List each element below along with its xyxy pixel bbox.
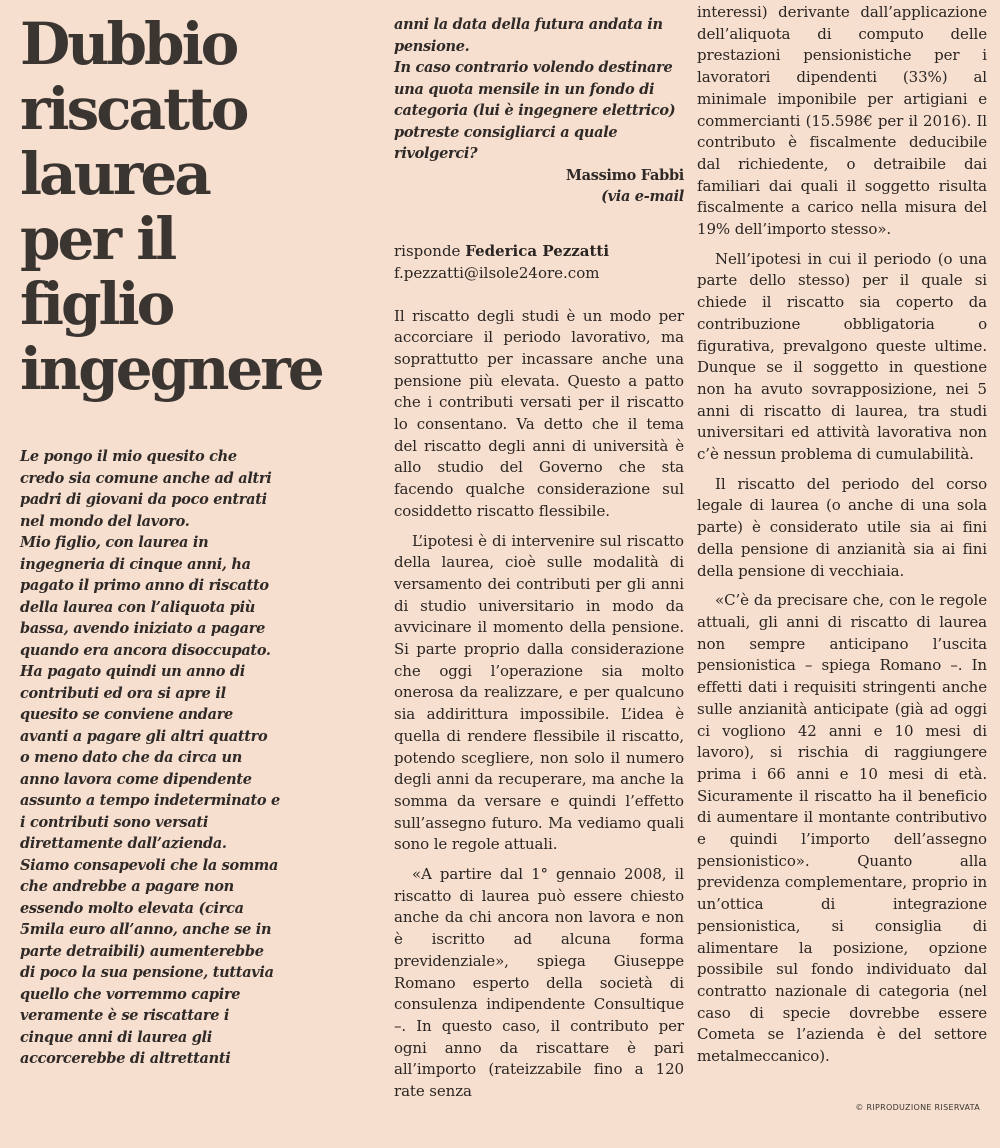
column-left (20, 0, 322, 1070)
responder-label: risponde (394, 241, 461, 260)
question-paragraph: anni la data della futura andata in pensione. (394, 16, 663, 55)
answer-paragraph: Il riscatto degli studi è un modo per accorciare il periodo lavorativo, ma soprattutto per incassare anche una pensione più elevata. Questo a patto che i contributi versati per il riscatto lo consentano. Va detto che il tema del riscatto degli anni di università è allo studio del Governo che sta facendo qualche considerazione sul cosiddetto riscatto flessibile. (394, 306, 684, 520)
responder-name: Federica Pezzatti (465, 241, 610, 260)
headline-line: Dubbio (20, 10, 237, 78)
answer-paragraph: interessi) derivante dall’applicazione dell’aliquota di computo delle prestazioni pensionistiche per i lavoratori dipendenti (33%) al minimale imponibile per artigiani e commercianti (15.598€ per il 2016). Il contributo è fiscalmente deducibile dal richiedente, o detraibile dai familiari dai quali il soggetto risulta fiscalmente a carico nella misura del 19% dell’importo stesso». (697, 3, 987, 239)
question-paragraph: In caso contrario volendo destinare una quota mensile in un fondo di categoria (lui è ingegnere elettrico) potreste consigliarci a quale rivolgerci? (394, 59, 676, 162)
headline-line: riscatto (20, 75, 247, 143)
copyright-notice: © RIPRODUZIONE RISERVATA (855, 1103, 980, 1112)
reader-question-continuation (394, 14, 684, 208)
answer-paragraph: Il riscatto del periodo del corso legale di laurea (o anche di una sola parte) è considerato utile sia ai fini della pensione di anzianità sia ai fini della pensione di vecchiaia. (697, 474, 987, 580)
headline-line: figlio (20, 270, 173, 338)
column-middle (394, 0, 684, 1111)
answer-body-right (697, 2, 987, 1068)
question-paragraph: Siamo consapevoli che la somma che andrebbe a pagare non essendo molto elevata (circa 5mila euro all’anno, anche se in parte detraibili) aumenterebbe di poco la sua pensione, tuttavia quello che vorremmo capire veramente è se riscattare i cinque anni di laurea gli accorcerebbe di altrettanti (20, 856, 279, 1067)
answer-paragraph: «A partire dal 1° gennaio 2008, il riscatto di laurea può essere chiesto anche da chi ancora non lavora e non è iscritto ad alcuna forma previdenziale», spiega Giuseppe Romano esperto della società di consulenza indipendente Consultique –. In questo caso, il contributo per ogni anno da riscattare è pari all’importo (rateizzabile fino a 120 rate senza (394, 865, 684, 1101)
headline-line: laurea (20, 140, 209, 208)
question-source: (via e-mail (601, 188, 684, 205)
responder-byline (394, 240, 684, 284)
question-paragraph: Le pongo il mio quesito che credo sia comune anche ad altri padri di giovani da poco entrati nel mondo del lavoro. (20, 448, 272, 530)
responder-email: f.pezzatti@ilsole24ore.com (394, 263, 600, 282)
headline (20, 10, 322, 403)
answer-paragraph: L’ipotesi è di intervenire sul riscatto della laurea, cioè sulle modalità di versamento dei contributi per gli anni di studio universitario in modo da avvicinare il momento della pensione. Si parte proprio dalla considerazione che oggi l’operazione sia molto onerosa da realizzare, e per qualcuno sia addirittura impossibile. L’idea è quella di rendere flessibile il riscatto, potendo scegliere, non solo il numero degli anni da recuperare, ma anche la somma da versare e quindi l’effetto sull’assegno futuro. Ma vediamo quali sono le regole attuali. (394, 531, 684, 854)
headline-line: ingegnere (20, 335, 322, 403)
answer-paragraph: «C’è da precisare che, con le regole attuali, gli anni di riscatto di laurea non sempre anticipano l’uscita pensionistica – spiega Romano –. In effetti dati i requisiti stringenti anche sulle anzianità anticipate (già ad oggi ci vogliono 42 anni e 10 mesi di lavoro), si rischia di raggiungere prima i 66 anni e 10 mesi di età. Sicuramente il riscatto ha il beneficio di aumentare il montante contributivo e quindi l’importo dell’assegno pensionistico». Quanto alla previdenza complementare, proprio in un’ottica di integrazione pensionistica, si consiglia di alimentare la posizione, opzione possibile sul fondo individuato dal contratto nazionale di categoria (nel caso di specie dovrebbe essere Cometa se l’azienda è del settore metalmeccanico). (697, 591, 987, 1066)
question-paragraph: Mio figlio, con laurea in ingegneria di cinque anni, ha pagato il primo anno di riscatto della laurea con l’aliquota più bassa, avendo iniziato a pagare quando era ancora disoccupato. (20, 534, 271, 659)
column-right (697, 0, 987, 1076)
reader-question (20, 446, 280, 1070)
answer-body-middle (394, 306, 684, 1103)
question-paragraph: Ha pagato quindi un anno di contributi ed ora si apre il quesito se conviene andare avanti a pagare gli altri quattro o meno dato che da circa un anno lavora come dipendente assunto a tempo indeterminato e i contributi sono versati direttamente dall’azienda. (20, 663, 280, 852)
answer-paragraph: Nell’ipotesi in cui il periodo (o una parte dello stesso) per il quale si chiede il riscatto sia coperto da contribuzione obbligatoria o figurativa, prevalgono queste ultime. Dunque se il soggetto in questione non ha avuto sovrapposizione, nei 5 anni di riscatto di laurea, tra studi universitari ed attività lavorativa non c’è nessun problema di cumulabilità. (697, 249, 987, 464)
question-signature: Massimo Fabbi (565, 166, 684, 184)
headline-line: per il (20, 205, 175, 273)
